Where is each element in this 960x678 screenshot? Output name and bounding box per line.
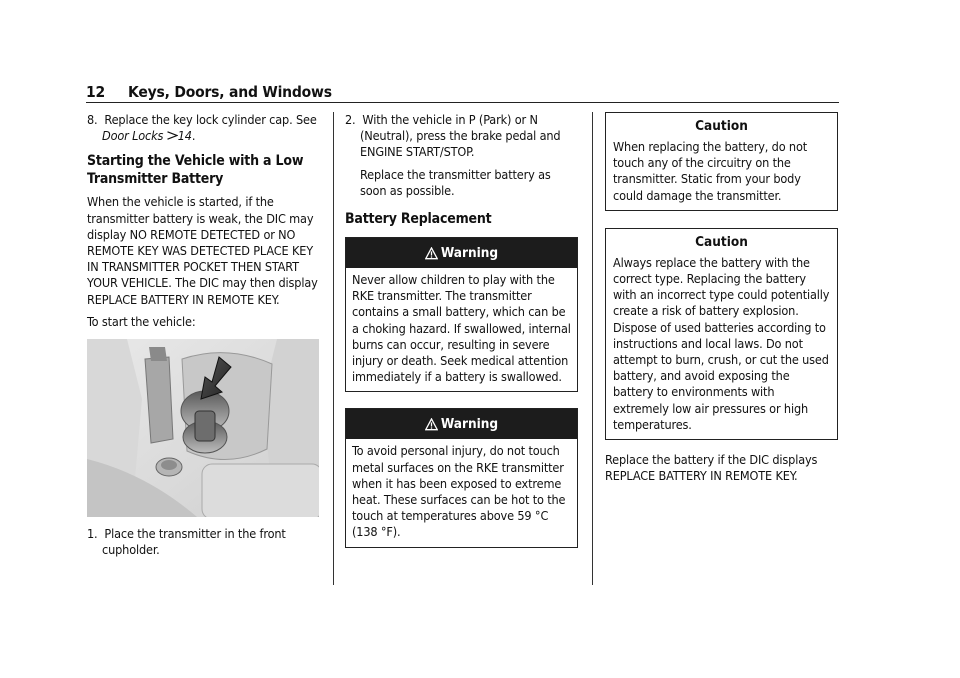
step-1	[87, 526, 319, 558]
step-number: 1.	[87, 526, 98, 542]
page-number: 12	[86, 83, 106, 101]
caution-box	[605, 112, 838, 211]
step-8: 8. Replace the key lock cylinder cap. See Door Locks 14.	[87, 112, 317, 144]
step-2	[345, 112, 578, 161]
column-divider	[333, 112, 334, 585]
column-divider	[592, 112, 593, 585]
warning-triangle-icon	[425, 247, 438, 260]
step-text: Replace the key lock cylinder cap. See	[104, 112, 317, 127]
column-left	[87, 112, 319, 558]
warning-box	[345, 237, 578, 392]
step-2-note: Replace the transmitter battery as soon as possible.	[360, 166, 551, 198]
step-number: 8.	[87, 112, 98, 127]
caution-title: Caution	[695, 118, 748, 134]
ref-page[interactable]: 14	[177, 128, 192, 144]
section-title: Keys, Doors, and Windows	[128, 83, 332, 101]
warning-title: Warning	[440, 416, 499, 433]
cupholder-illustration	[87, 339, 319, 517]
warning-box	[345, 408, 578, 547]
step-text: Place the transmitter in the front cupholder.	[102, 526, 286, 558]
step-number: 2.	[345, 112, 356, 127]
column-middle	[345, 112, 578, 548]
door-locks-link[interactable]: Door Locks	[102, 128, 164, 144]
caution-title: Caution	[695, 233, 748, 250]
step-text: With the vehicle in P (Park) or N (Neutral), press the brake pedal and ENGINE START/STOP.	[360, 112, 561, 160]
warning-triangle-icon	[425, 418, 438, 431]
section-heading: Battery Replacement	[345, 211, 492, 228]
paragraph: Replace the battery if the DIC displays REPLACE BATTERY IN REMOTE KEY.	[605, 452, 818, 484]
section-heading: Starting the Vehicle with a Low Transmitter Battery	[87, 153, 304, 188]
caution-text: When replacing the battery, do not touch any of the circuitry on the transmitter. Static from your body could damage the transmitter.	[613, 139, 808, 203]
warning-header	[346, 238, 577, 268]
caution-text: Always replace the battery with the correct type. Replacing the battery with an incorrect type could potentially create a risk of battery explosion. Dispose of used batteries according to instructions and local laws. Do not attempt to burn, crush, or cut the used battery, and avoid exposing the battery to environments with extremely low air pressures or high temperatures.	[613, 254, 830, 432]
warning-title: Warning	[440, 245, 499, 262]
column-right	[605, 112, 838, 484]
caution-box	[605, 228, 838, 440]
paragraph: When the vehicle is started, if the transmitter battery is weak, the DIC may display NO REMOTE DETECTED or NO REMOTE KEY WAS DETECTED PLACE KEY IN TRANSMITTER POCKET THEN START YOUR VEHICLE. The DIC may then display REPLACE BATTERY IN REMOTE KEY.	[87, 194, 318, 307]
warning-header	[346, 409, 577, 439]
warning-text: Never allow children to play with the RKE transmitter. The transmitter contains a small battery, which can be a choking hazard. If swallowed, internal burns can occur, resulting in severe injury or death. Seek medical attention immediately if a battery is swallowed.	[352, 272, 571, 385]
page-header	[86, 80, 839, 103]
warning-text: To avoid personal injury, do not touch metal surfaces on the RKE transmitter when it has been exposed to extreme heat. These surfaces can be hot to the touch at temperatures above 59 °C (138 °F).	[352, 443, 566, 540]
paragraph: To start the vehicle:	[87, 313, 196, 329]
arrow-ref-icon	[167, 131, 178, 140]
